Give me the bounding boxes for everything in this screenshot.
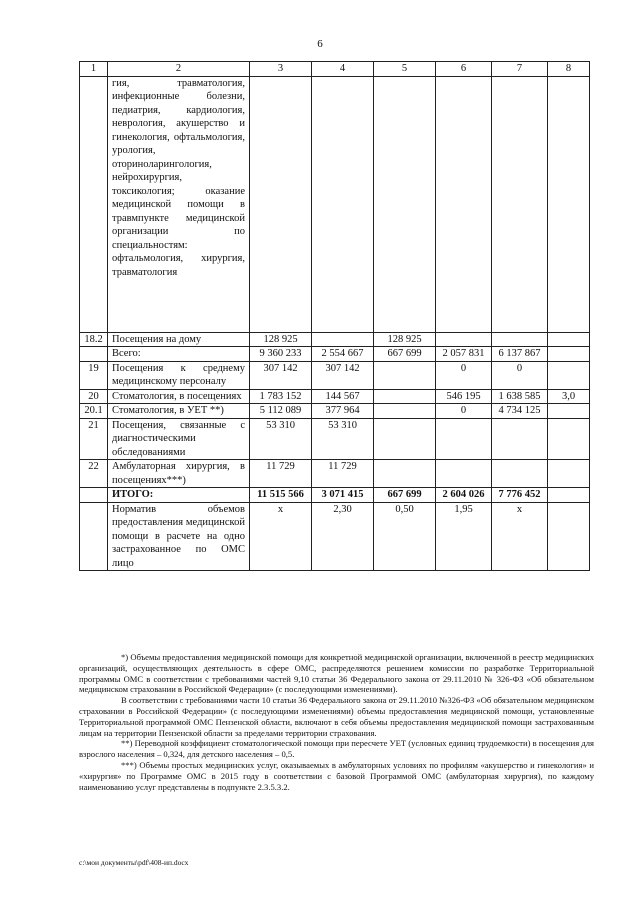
cell-col8 bbox=[548, 347, 590, 362]
cell-col4: 377 964 bbox=[312, 404, 374, 419]
cell-col5 bbox=[374, 460, 436, 488]
total-row bbox=[80, 347, 590, 362]
cell-col8 bbox=[548, 418, 590, 460]
cell-col6: 2 604 026 bbox=[436, 488, 492, 503]
row-number bbox=[80, 76, 108, 332]
table-row bbox=[80, 460, 590, 488]
cell-col3: 5 112 089 bbox=[250, 404, 312, 419]
header-cell: 8 bbox=[548, 62, 590, 77]
cell-col7: 4 734 125 bbox=[492, 404, 548, 419]
cell-col6: 0 bbox=[436, 404, 492, 419]
cell-col4: 144 567 bbox=[312, 389, 374, 404]
cell-col3: 11 729 bbox=[250, 460, 312, 488]
cell-col6 bbox=[436, 418, 492, 460]
header-cell: 5 bbox=[374, 62, 436, 77]
cell-col5 bbox=[374, 404, 436, 419]
cell-col7: 7 776 452 bbox=[492, 488, 548, 503]
row-number: 18.2 bbox=[80, 332, 108, 347]
cell-col7: 1 638 585 bbox=[492, 389, 548, 404]
row-name: Стоматология, в посещениях bbox=[108, 389, 250, 404]
cell-col3: 53 310 bbox=[250, 418, 312, 460]
page-number: 6 bbox=[317, 38, 323, 50]
cell-col6: 0 bbox=[436, 361, 492, 389]
grand-total-row bbox=[80, 488, 590, 503]
cell-col6 bbox=[436, 76, 492, 332]
header-cell: 4 bbox=[312, 62, 374, 77]
cell-col5 bbox=[374, 76, 436, 332]
cell-col6: 2 057 831 bbox=[436, 347, 492, 362]
cell-col3: 128 925 bbox=[250, 332, 312, 347]
row-number: 20.1 bbox=[80, 404, 108, 419]
row-number bbox=[80, 347, 108, 362]
cell-col8: 3,0 bbox=[548, 389, 590, 404]
file-path: c:\мои документы\pdf\408-ип.docx bbox=[79, 858, 189, 867]
cell-col3: 307 142 bbox=[250, 361, 312, 389]
cell-col5: 0,50 bbox=[374, 502, 436, 571]
cell-col4 bbox=[312, 332, 374, 347]
cell-col4: 3 071 415 bbox=[312, 488, 374, 503]
table-row bbox=[80, 389, 590, 404]
row-name: гия, травматология, инфекционные болезни, педиатрия, кардиология, неврология, акушерство и гинекология, офтальмология, урология, оториноларингология, нейрохирургия, токсикология; оказание медицинской помощи в травмпункте медицинской организации по специальностям: офтальмология, хирургия, травматология bbox=[108, 76, 250, 332]
cell-col7 bbox=[492, 332, 548, 347]
row-number: 22 bbox=[80, 460, 108, 488]
cell-col5: 667 699 bbox=[374, 347, 436, 362]
row-number: 19 bbox=[80, 361, 108, 389]
table-row bbox=[80, 418, 590, 460]
row-number bbox=[80, 488, 108, 503]
row-name: ИТОГО: bbox=[108, 488, 250, 503]
table-row bbox=[80, 76, 590, 332]
row-number: 20 bbox=[80, 389, 108, 404]
cell-col4 bbox=[312, 76, 374, 332]
cell-col7: х bbox=[492, 502, 548, 571]
cell-col8 bbox=[548, 361, 590, 389]
footnote-1: *) Объемы предоставления медицинской помощи для конкретной медицинской организации, включенной в реестр медицинских организаций, осуществляющих деятельность в сфере ОМС, распределяются решением комиссии по разработке Территориальной программы ОМС в соответствии с требованиями частей 9,10 статьи 36 Федерального закона от 29.11.2010 № 326-ФЗ «Об обязательном медицинском страховании в Российской Федерации» (с последующими изменениями). bbox=[79, 652, 594, 695]
header-cell: 7 bbox=[492, 62, 548, 77]
cell-col5 bbox=[374, 361, 436, 389]
cell-col3: х bbox=[250, 502, 312, 571]
header-row bbox=[80, 62, 590, 77]
footnote-2: **) Переводной коэффициент стоматологической помощи при пересчете УЕТ (условных единиц трудоемкости) в посещения для взрослого населения – 0,324, для детского населения – 0,5. bbox=[79, 738, 594, 760]
table-row bbox=[80, 361, 590, 389]
header-cell: 2 bbox=[108, 62, 250, 77]
row-name: Посещения, связанные с диагностическими обследованиями bbox=[108, 418, 250, 460]
row-name: Стоматология, в УЕТ **) bbox=[108, 404, 250, 419]
cell-col8 bbox=[548, 76, 590, 332]
footnotes bbox=[79, 652, 594, 792]
header-cell: 6 bbox=[436, 62, 492, 77]
cell-col3: 1 783 152 bbox=[250, 389, 312, 404]
table-row bbox=[80, 332, 590, 347]
cell-col4: 11 729 bbox=[312, 460, 374, 488]
header-cell: 3 bbox=[250, 62, 312, 77]
cell-col4: 2,30 bbox=[312, 502, 374, 571]
cell-col3: 11 515 566 bbox=[250, 488, 312, 503]
cell-col7 bbox=[492, 76, 548, 332]
row-name: Норматив объемов предоставления медицинской помощи в расчете на одно застрахованное по ОМС лицо bbox=[108, 502, 250, 571]
cell-col3 bbox=[250, 76, 312, 332]
cell-col6 bbox=[436, 332, 492, 347]
cell-col5 bbox=[374, 418, 436, 460]
cell-col7 bbox=[492, 460, 548, 488]
cell-col6: 1,95 bbox=[436, 502, 492, 571]
cell-col4: 53 310 bbox=[312, 418, 374, 460]
footnote-1-continued: В соответствии с требованиями части 10 статьи 36 Федерального закона от 29.11.2010 №326-ФЗ «Об обязательном медицинском страховании в Российской Федерации» (с последующими изменениями) объемы предоставления медицинской помощи, установленные Территориальной программой ОМС Пензенской области, включают в себя объемы предоставления медицинской помощи застрахованным лицам на территории Пензенской области за пределами территории страхования. bbox=[79, 695, 594, 738]
footnote-3: ***) Объемы простых медицинских услуг, оказываемых в амбулаторных условиях по профилям «акушерство и гинекология» и «хирургия» по Программе ОМС в 2015 году в соответствии с базовой Программой ОМС (амбулаторная хирургия), по каждому наименованию услуг представлены в подпункте 2.3.5.3.2. bbox=[79, 759, 594, 792]
cell-col6: 546 195 bbox=[436, 389, 492, 404]
cell-col8 bbox=[548, 332, 590, 347]
row-name: Амбулаторная хирургия, в посещениях***) bbox=[108, 460, 250, 488]
cell-col5: 667 699 bbox=[374, 488, 436, 503]
row-name: Посещения на дому bbox=[108, 332, 250, 347]
cell-col8 bbox=[548, 460, 590, 488]
cell-col7 bbox=[492, 418, 548, 460]
cell-col3: 9 360 233 bbox=[250, 347, 312, 362]
cell-col8 bbox=[548, 502, 590, 571]
row-name: Посещения к среднему медицинскому персоналу bbox=[108, 361, 250, 389]
norm-row bbox=[80, 502, 590, 571]
cell-col4: 2 554 667 bbox=[312, 347, 374, 362]
cell-col8 bbox=[548, 404, 590, 419]
cell-col4: 307 142 bbox=[312, 361, 374, 389]
cell-col8 bbox=[548, 488, 590, 503]
table-row bbox=[80, 404, 590, 419]
row-number bbox=[80, 502, 108, 571]
cell-col6 bbox=[436, 460, 492, 488]
cell-col7: 6 137 867 bbox=[492, 347, 548, 362]
volume-table bbox=[79, 61, 590, 571]
header-cell: 1 bbox=[80, 62, 108, 77]
row-number: 21 bbox=[80, 418, 108, 460]
cell-col5: 128 925 bbox=[374, 332, 436, 347]
cell-col7: 0 bbox=[492, 361, 548, 389]
row-name: Всего: bbox=[108, 347, 250, 362]
cell-col5 bbox=[374, 389, 436, 404]
